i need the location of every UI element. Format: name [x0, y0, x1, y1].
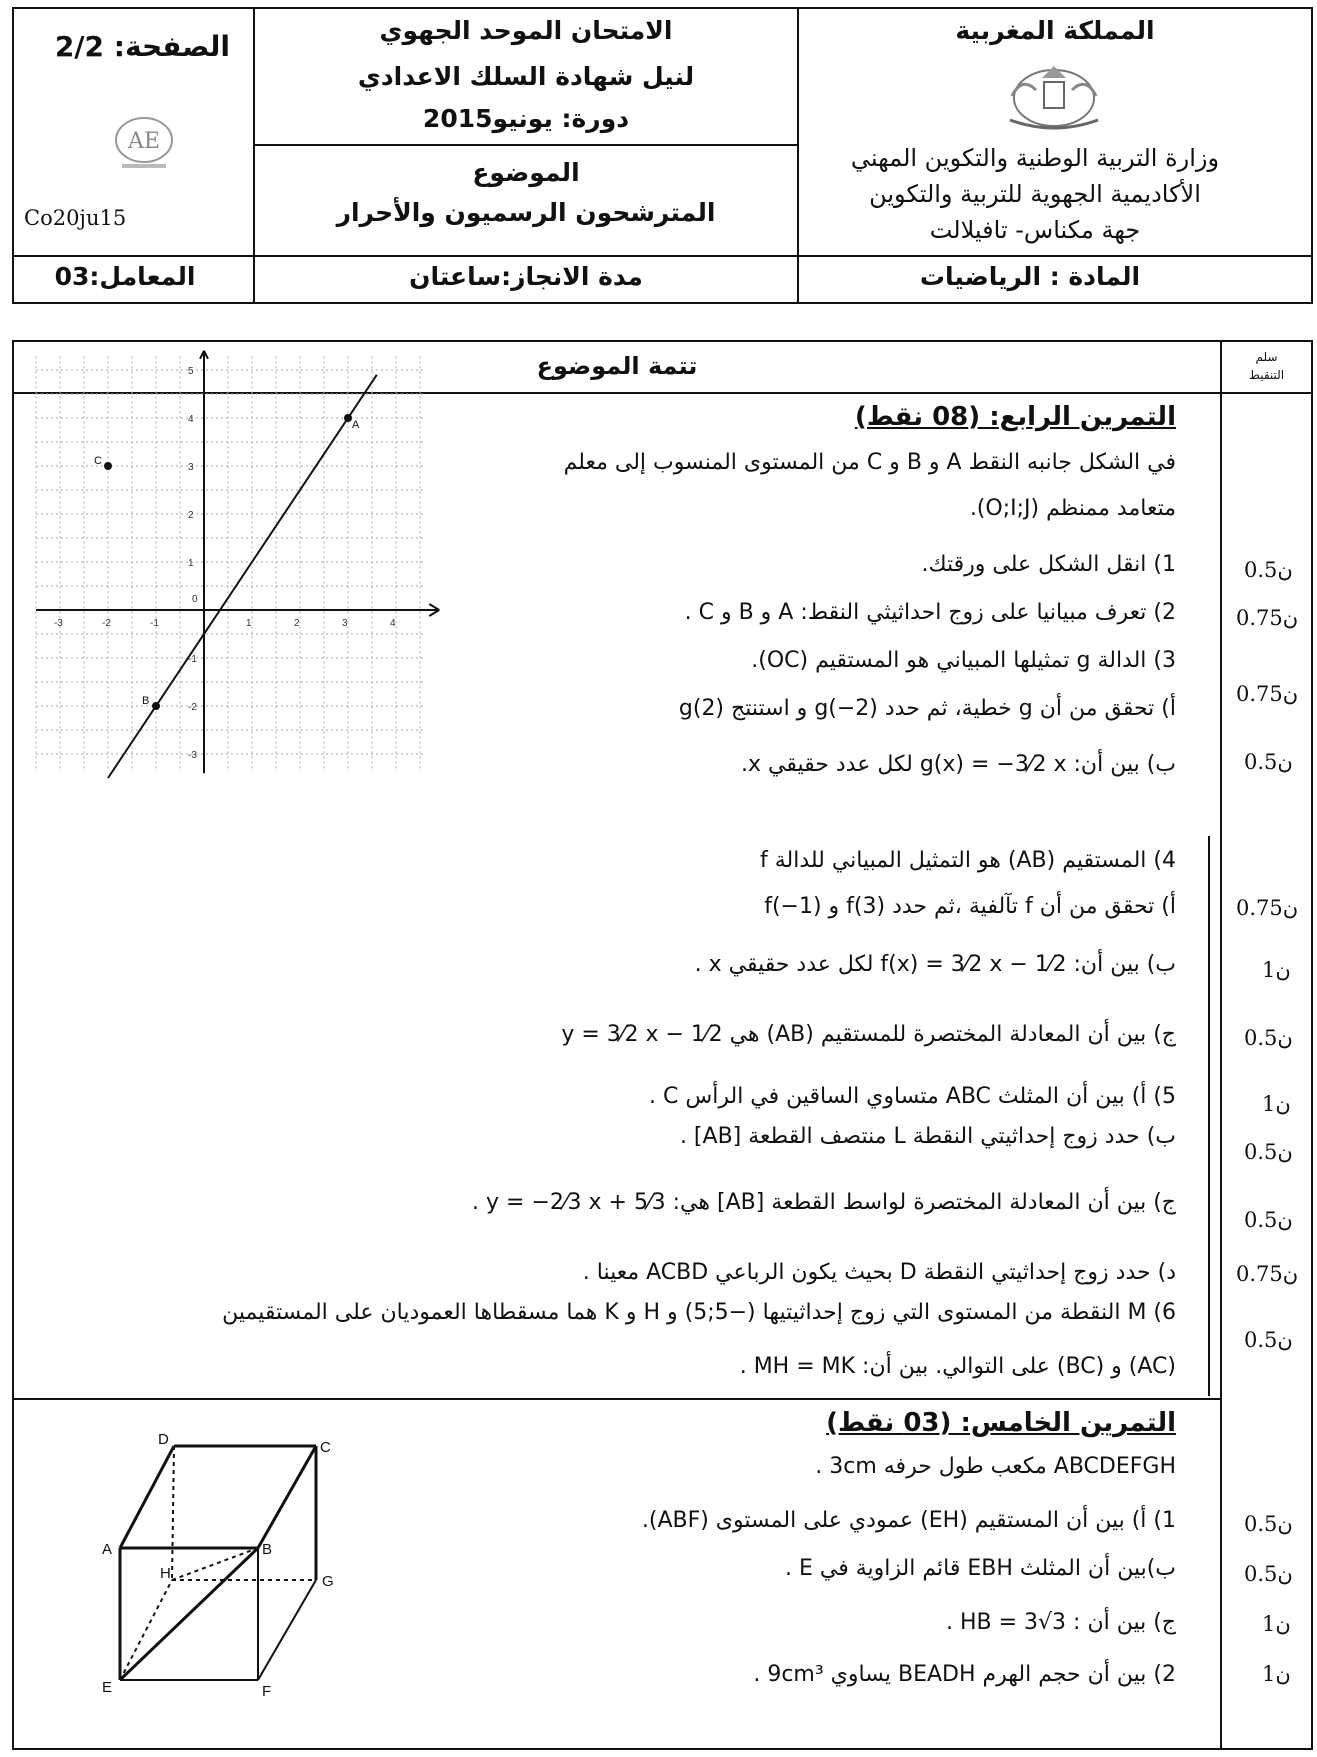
header-divider-bottom — [12, 255, 1313, 257]
point-label-b: B — [142, 695, 150, 707]
subject-name: المادة : الرياضيات — [919, 262, 1141, 291]
y-tick-label: -1 — [188, 654, 197, 665]
exercise-divider — [12, 1398, 1222, 1400]
exam-purpose: لنيل شهادة السلك الاعدادي — [357, 62, 695, 91]
point-label-a: A — [352, 419, 360, 431]
exercise4-q5a: 5) أ) بين أن المثلث ABC متساوي الساقين في الرأس C . — [649, 1084, 1176, 1109]
y-tick-label: 1 — [188, 558, 194, 569]
cube-label-e: E — [102, 1679, 113, 1696]
y-tick-label: -3 — [188, 750, 197, 761]
cube-edge-dh — [172, 1446, 174, 1580]
cube-figure — [90, 1430, 370, 1700]
exercise4-q2: 2) تعرف مبيانيا على زوج احداثيثي النقط: A و B و C . — [684, 600, 1176, 625]
exercise5-q1a: 1) أ) بين أن المستقيم (EH) عمودي على المستوى (ABF). — [641, 1508, 1176, 1533]
exercise4-intro2: متعامد ممنظم (O;I;J). — [969, 496, 1176, 521]
exercise4-q1: 1) انقل الشكل على ورقتك. — [921, 552, 1176, 577]
scale-header-line1: سلم — [1255, 350, 1278, 364]
cube-edge-bc — [258, 1446, 316, 1548]
y-tick-label: 5 — [188, 366, 194, 377]
point-b — [152, 702, 160, 710]
x-tick-label: 4 — [390, 618, 396, 629]
cube-label-f: F — [262, 1683, 272, 1700]
cube-label-a: A — [102, 1541, 113, 1558]
x-tick-label: 1 — [246, 618, 252, 629]
exercise4-title: التمرين الرابع: (08 نقط) — [854, 402, 1176, 432]
exercise5-q1b: ب)بين أن المثلث EBH قائم الزاوية في E . — [785, 1556, 1176, 1581]
exercise4-q4c: ج) بين أن المعادلة المختصرة للمستقيم (AB) هي y = 3⁄2 x − 1⁄2 — [561, 1022, 1176, 1047]
coefficient: المعامل:03 — [54, 262, 196, 291]
cube-label-d: D — [158, 1431, 169, 1448]
exercise4-q5c: ج) بين أن المعادلة المختصرة لواسط القطعة [AB] هي: y = −2⁄3 x + 5⁄3 . — [472, 1190, 1176, 1215]
y-tick-label: 4 — [188, 414, 194, 425]
cube-edge-fg — [258, 1580, 316, 1680]
exercise5-q2: 2) بين أن حجم الهرم BEADH يساوي 9cm³ . — [753, 1662, 1176, 1687]
cube-label-b: B — [262, 1541, 273, 1558]
continuation-title: تتمة الموضوع — [536, 352, 698, 380]
x-tick-label: -1 — [150, 618, 159, 629]
y-tick-label: 2 — [188, 510, 194, 521]
point-label-c: C — [94, 455, 102, 467]
ex4-points-q2: 0.75ن — [1236, 606, 1299, 630]
ex4-points-q4c: 0.5ن — [1244, 1026, 1293, 1050]
ex4-points-q5d: 0.75ن — [1236, 1262, 1299, 1286]
cube-label-h: H — [160, 1565, 171, 1582]
ex5-points-q1a: 0.5ن — [1244, 1512, 1293, 1536]
x-tick-label: -3 — [54, 618, 63, 629]
candidates-label: المترشحون الرسميون والأحرار — [336, 198, 716, 227]
exercise4-q5b: ب) حدد زوج إحداثيتي النقطة L منتصف القطعة [AB] . — [679, 1124, 1176, 1149]
exercise4-q3a: أ) تحقق من أن g خطية، ثم حدد g(−2) و استنتج g(2) — [678, 696, 1176, 721]
exercise4-q4: 4) المستقيم (AB) هو التمثيل المبياني للدالة f — [759, 848, 1176, 873]
exercise4-q6a: 6) M النقطة من المستوى التي زوج إحداثيتيها (−5;5) و H و K هما مسقطاها العموديان على المستقيمين — [222, 1300, 1176, 1325]
cube-edge-eh — [120, 1580, 172, 1680]
ministry-name: وزارة التربية الوطنية والتكوين المهني — [850, 144, 1220, 172]
exercise4-q6b: (AC) و (BC) على التوالي. بين أن: MH = MK . — [739, 1354, 1176, 1379]
ex4-points-q6: 0.5ن — [1244, 1328, 1293, 1352]
x-tick-label: 3 — [342, 618, 348, 629]
region-name: جهة مكناس- تافيلالت — [929, 216, 1141, 244]
x-tick-label: 0 — [192, 594, 198, 605]
cube-edge-ad — [120, 1446, 174, 1548]
cube-label-g: G — [322, 1573, 334, 1590]
exercise4-q4b: ب) بين أن: f(x) = 3⁄2 x − 1⁄2 لكل عدد حقيقي x . — [694, 952, 1176, 977]
point-a — [344, 414, 352, 422]
header-divider-2 — [797, 7, 799, 304]
ex4-points-q5b: 0.5ن — [1244, 1140, 1293, 1164]
header-divider-mid — [253, 144, 799, 146]
academy-logo — [108, 112, 180, 172]
exam-session: دورة: يونيو2015 — [422, 104, 630, 133]
exercise5-q1c: ج) بين أن : HB = 3√3 . — [945, 1610, 1176, 1635]
exam-code: Co20ju15 — [24, 206, 127, 230]
exam-duration: مدة الانجاز:ساعتان — [409, 262, 643, 291]
exercise4-q5d: د) حدد زوج إحداثيتي النقطة D بحيث يكون الرباعي ACBD معينا . — [582, 1260, 1176, 1285]
ex5-points-q1c: 1ن — [1262, 1612, 1291, 1636]
academy-name: الأكاديمية الجهوية للتربية والتكوين — [869, 180, 1201, 208]
ex4-points-q1: 0.5ن — [1244, 558, 1293, 582]
line-ab — [108, 375, 377, 778]
pyramid-edge-hb — [172, 1548, 258, 1580]
exam-title: الامتحان الموحد الجهوي — [379, 16, 673, 45]
ex4-points-q5c: 0.5ن — [1244, 1208, 1293, 1232]
y-tick-label: -2 — [188, 702, 197, 713]
ex4-points-q4a: 0.75ن — [1236, 896, 1299, 920]
ex4-points-q5a: 1ن — [1262, 1092, 1291, 1116]
exercise4-q4a: أ) تحقق من أن f تآلفية ،ثم حدد f(3) و f(−1) — [764, 894, 1176, 919]
ex5-points-q2: 1ن — [1262, 1662, 1291, 1686]
exercise4-q3b: ب) بين أن: g(x) = −3⁄2 x لكل عدد حقيقي x. — [741, 752, 1176, 777]
exercise4-intro1: في الشكل جانبه النقط A و B و C من المستوى المنسوب إلى معلم — [563, 450, 1176, 475]
cube-label-c: C — [320, 1439, 331, 1456]
ex4-points-q3b: 0.5ن — [1244, 750, 1293, 774]
y-tick-label: 3 — [188, 462, 194, 473]
coordinate-graph — [30, 366, 450, 820]
exercise5-intro: ABCDEFGH مكعب طول حرفه 3cm . — [815, 1454, 1176, 1479]
exercise4-q3: 3) الدالة g تمثيلها المبياني هو المستقيم (OC). — [751, 648, 1176, 673]
ex5-points-q1b: 0.5ن — [1244, 1562, 1293, 1586]
coat-of-arms-emblem — [992, 56, 1116, 132]
subject-label: الموضوع — [472, 158, 580, 187]
kingdom-title: المملكة المغربية — [955, 16, 1155, 45]
scale-column-divider — [1220, 340, 1222, 1750]
page-number: الصفحة: 2/2 — [54, 30, 230, 63]
exercise4-section-rule — [1208, 836, 1210, 1396]
exercise5-title: التمرين الخامس: (03 نقط) — [826, 1408, 1176, 1438]
point-c — [104, 462, 112, 470]
x-tick-label: 2 — [294, 618, 300, 629]
header-divider-1 — [253, 7, 255, 304]
svg-text:AE: AE — [128, 129, 160, 154]
pyramid-edge-eb — [120, 1548, 258, 1680]
x-tick-label: -2 — [102, 618, 111, 629]
ex4-points-q3a: 0.75ن — [1236, 682, 1299, 706]
scale-header-line2: التنقيط — [1248, 368, 1285, 382]
ex4-points-q4b: 1ن — [1262, 958, 1291, 982]
